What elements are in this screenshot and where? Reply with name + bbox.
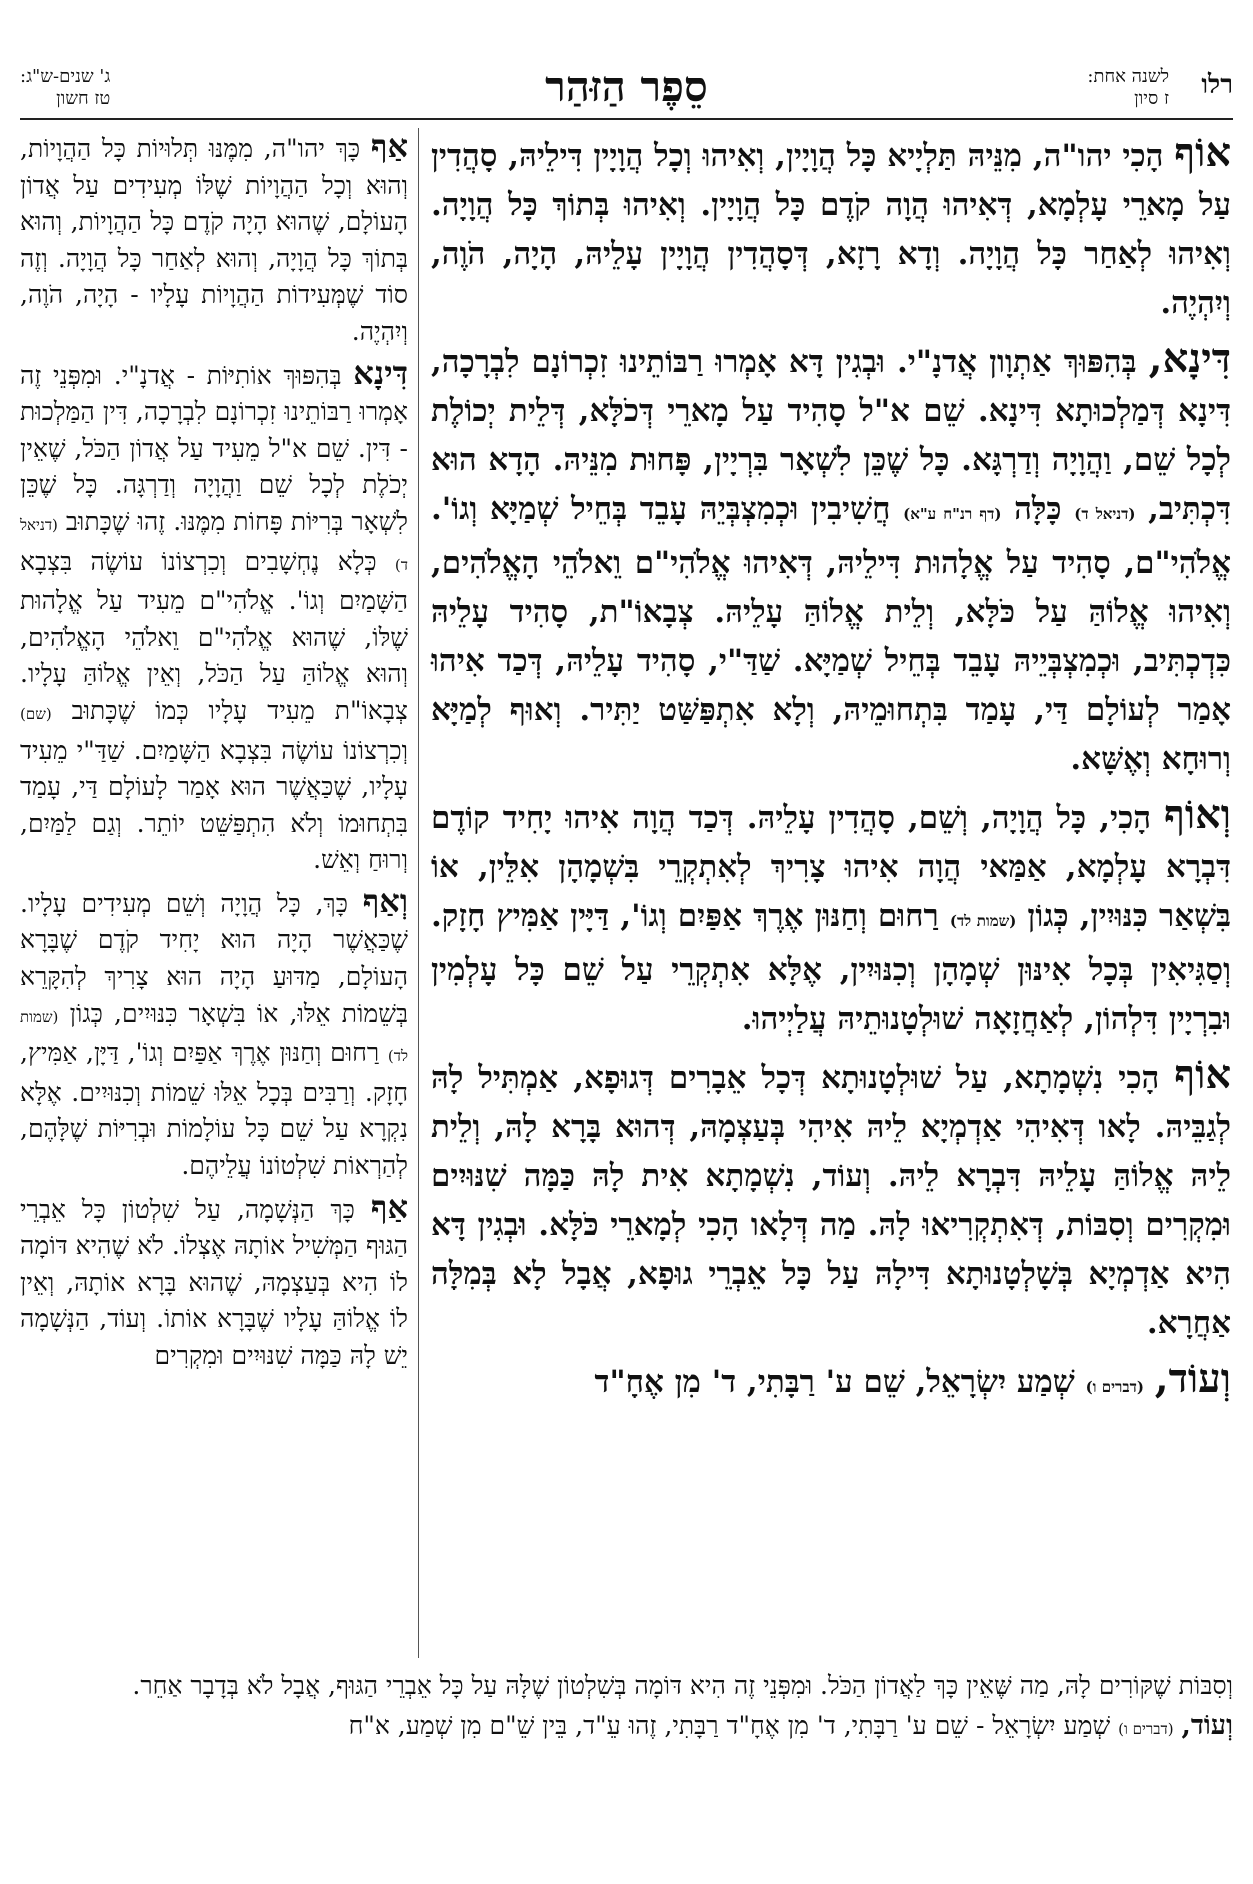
translation-paragraph: [20, 1708, 1233, 1747]
translation-column: [20, 128, 408, 1658]
schedule-label: לשנה אחת:: [1087, 66, 1169, 87]
paragraph-text: שְׁמַע יִשְׂרָאֵל - שֵׁם ע' רַבָּתִי, ד' מִן אֶחָ"ד רַבָּתִי, זֶהוּ עֵ"ד, בֵּין שֵׁ"ם מִן שְׁמַע, א"ח: [348, 1711, 1119, 1740]
schedule-label: ג' שנים-ש"ג:: [20, 66, 111, 87]
paragraph-text: כָּךְ, כָּל הֲוָיָה וְשֵׁם מְעִידִים עָלָיו. שֶׁכַּאֲשֶׁר הָיָה הוּא יָחִיד קֹדֶם שֶׁבָּרָא הָעוֹלָם, מַדּוּעַ הָיָה הוּא צָרִיךְ לְהִקָּרֵא בְּשֵׁמוֹת אֵלּוּ, אוֹ בִּשְׁאָר כִּנּוּיִים, כְּגוֹן: [20, 888, 408, 1028]
page-number: רלו: [1201, 70, 1233, 100]
translation-paragraph: [20, 883, 408, 1185]
schedule-date: טז חשון: [56, 88, 111, 109]
page-reference: (דף רנ"ח ע"א): [903, 505, 1002, 523]
paragraph-text: בְּהִפּוּךְ אַתְוָון אֲדנָ"י. וּבְגִין דָּא אָמְרוּ רַבּוֹתֵינוּ זִכְרוֹנָם לִבְרָכָה, דִּינָא דְּמַלְכוּתָא דִּינָא. שֵׁם א"ל סָהִיד עַל מָארֵי דְּכֹלָּא, דְּלֵית יְכוֹלֶת לְכָל שֵׁם, וַהֲוָיָה וְדַרְגָּא. כָּל שֶׁכֵּן לִשְׁאָר בִּרְיָין, פָּחוּת מִנֵּיהּ. הָדָא הוּא דִּכְתִּיב,: [431, 344, 1231, 527]
translation-paragraph: [20, 355, 408, 879]
paragraph-lead: אוֹף: [1174, 129, 1231, 176]
source-reference: (דברים ו): [1118, 1720, 1174, 1738]
paragraph-text: הָכִי, כָּל הֲוָיָה, וְשֵׁם, סָהֲדִין עָלֵיהּ. דְּכַד הֲוָה אִיהוּ יָחִיד קוֹדֶם דִּבְרָא עָלְמָא, אַמַּאי הֲוָה אִיהוּ צָרִיךְ לְאִתְקְרֵי בִּשְׁמָהָן אִלֵּין, אוֹ בִּשְׁאַר כִּנּוּיִין, כְּגוֹן: [431, 800, 1231, 934]
translation-paragraph: [20, 1668, 1233, 1704]
paragraph-text: הָכִי נִשְׁמָתָא, עַל שׁוּלְטָנוּתָא דְּכָל אֵבָרִים דְּגוּפָא, אַמְתִּיל לָהּ לְגַבֵּיהּ. לָאו דְּאִיהִי אַדְמְיָא לֵיהּ אִיהִי בְּעַצְמָהּ, דְּהוּא בָּרָא לָהּ, וְלֵית לֵיהּ אֱלוֹהַּ עָלֵיהּ דִּבְרָא לֵיהּ. וְעוֹד, נִשְׁמָתָא אִית לָהּ כַּמָּה שִׁנּוּיִים וּמִקְרִים וְסִבּוֹת, דְּאִתְקְרִיאוּ לָהּ. מַה דְּלָאו הָכִי לְמָארֵי כֹּלָּא. וּבְגִין דָּא הִיא אַדְמְיָא בְּשָׁלְטָנוּתָא דִּילָהּ עַל כָּל אֵבְרֵי גוּפָא, אֲבָל לָא בְּמִלָּה אַחֲרָא.: [431, 1060, 1231, 1341]
daily-schedule-three-years: [20, 66, 110, 110]
column-divider: [418, 128, 419, 1658]
source-reference: (שמות לד): [949, 912, 1017, 930]
main-paragraph: [431, 1050, 1231, 1348]
paragraph-lead: דִּינָא,: [1148, 335, 1231, 382]
source-reference: (דניאל ד): [1074, 505, 1136, 523]
header-divider: [20, 118, 1233, 120]
paragraph-text: וְסִבּוֹת שֶׁקּוֹרִים לָהּ, מַה שֶּׁאֵין כָּךְ לַאֲדוֹן הַכֹּל. וּמִפְּנֵי זֶה הִיא דּוֹמָה בְּשִׁלְטוֹן שֶׁלָּהּ עַל כָּל אֵבְרֵי הַגּוּף, אֲבָל לֹא בְּדָבָר אַחֵר.: [132, 1671, 1233, 1700]
book-title: סֵפֶר הַזּהַר: [545, 62, 708, 111]
source-reference: (דברים ו): [1085, 1378, 1144, 1396]
paragraph-text: חֲשִׁיבִין וּכְמִצְבְּיֵהּ עָבֵד בְּחֵיל שְׁמַיָּא וְגוֹ'. אֱלֹהִי"ם, סָהִיד עַל אֱלָהוּת דִּילֵיהּ, דְּאִיהוּ אֱלֹהִי"ם וֵאלֹהֵי הָאֱלֹהִים, וְאִיהוּ אֱלוֹהַּ עַל כֹּלָּא, וְלֵית אֱלוֹהַּ עָלֵיהּ. צְבָאוֹ"ת, סָהִיד עָלֵיהּ כִּדְכְתִּיב, וּכְמִצְבְּיֵיהּ עָבֵד בְּחֵיל שְׁמַיָּא. שַׁדַּ"י, סָהִיד עָלֵיהּ, דְּכַד אִיהוּ אָמַר לְעוֹלָם דַּי, עָמַד בִּתְחוּמֵיהּ, וְלָא אִתְפַּשַּׁט יַתִּיר. וְאוּף לְמַיָּא וְרוּחָא וְאֶשָּׁא.: [431, 491, 1231, 777]
paragraph-text: וְכִרְצוֹנוֹ עוֹשֶׂה בִּצְבָא הַשָּׁמַיִם. שַׁדַּ"י מֵעִיד עָלָיו, שֶׁכַּאֲשֶׁר הוּא אָמַר לָעוֹלָם דַּי, עָמַד בִּתְחוּמוֹ וְלֹא הִתְפַּשֵּׁט יוֹתֵר. וְגַם לַמַּיִם, וְרוּחַ וְאֵשׁ.: [20, 735, 408, 875]
main-paragraph: [431, 128, 1231, 328]
paragraph-lead: וְאוֹף: [1164, 791, 1231, 838]
paragraph-text: כָּךְ הַנְּשָׁמָה, עַל שִׁלְטוֹן כָּל אֵבְרֵי הַגּוּף הַמְּשִׁיל אוֹתָהּ אֶצְלוֹ. לֹא שֶׁהִיא דּוֹמָה לוֹ הִיא בְּעַצְמָהּ, שֶׁהוּא בָּרָא אוֹתָהּ, וְאֵין לוֹ אֱלוֹהַּ עָלָיו שֶׁבָּרָא אוֹתוֹ. וְעוֹד, הַנְּשָׁמָה יֵשׁ לָהּ כַּמָּה שִׁנּוּיִים וּמִקְרִים: [20, 1194, 408, 1370]
paragraph-text: רַחוּם וְחַנּוּן אֶרֶךְ אַפַּיִם וְגוֹ', דַּיָּין אַמִּיץ חָזָק. וְסַגִּיאִין בְּכָל אִינּוּן שְׁמָהָן וְכִנּוּיִין, אֶלָּא אִתְקְרֵי עַל שֵׁם כָּל עָלְמִין וּבִרְיָין דִּלְהוֹן, לְאַחֲזָאָה שׁוּלְטָנוּתֵיהּ עֲלַיְיהוּ.: [431, 898, 1231, 1037]
paragraph-lead: אַף: [370, 127, 408, 165]
paragraph-text: שְׁמַע יִשְׂרָאֵל, שֵׁם ע' רַבָּתִי, ד' מִן אֶחָ"ד: [594, 1364, 1086, 1400]
paragraph-lead: אוֹף: [1174, 1051, 1231, 1098]
translation-continuation: [20, 1668, 1233, 1751]
paragraph-text: כָּךְ יהו"ה, מִמֶּנּוּ תְּלוּיוֹת כָּל הַהֲוָיוֹת, וְהוּא וְכָל הַהֲוָיוֹת שֶׁלּוֹ מְעִידִים עַל אֲדוֹן הָעוֹלָם, שֶׁהוּא הָיָה קֹדֶם כָּל הַהֲוָיוֹת, וְהוּא בְּתוֹךְ כָּל הֲוָיָה, וְהוּא לְאַחַר כָּל הֲוָיָה. וְזֶה סוֹד שֶׁמְּעִידוֹת הַהֲוָיוֹת עָלָיו - הָיָה, הֹוֶה, וְיִהְיֶה.: [20, 134, 408, 346]
source-reference: (דניאל ד): [20, 515, 408, 574]
schedule-date: ז סיון: [1134, 88, 1169, 109]
source-reference: (שם): [20, 704, 52, 723]
paragraph-text: [1144, 1364, 1155, 1400]
paragraph-lead: אַף: [370, 1187, 408, 1226]
paragraph-text: [1174, 1711, 1182, 1740]
paragraph-lead: וְעוֹד,: [1154, 1355, 1231, 1402]
paragraph-text: כְּלָא נֶחְשָׁבִים וְכִרְצוֹנוֹ עוֹשֶׂה בִּצְבָא הַשָּׁמַיִם וְגוֹ'. אֱלֹהִי"ם מֵעִיד עַל אֱלָהוּת שֶׁלּוֹ, שֶׁהוּא אֱלֹהִי"ם וֵאלֹהֵי הָאֱלֹהִים, וְהוּא אֱלוֹהַּ עַל הַכֹּל, וְאֵין אֱלוֹהַּ עָלָיו. צְבָאוֹ"ת מֵעִיד עָלָיו כְּמוֹ שֶׁכָּתוּב: [20, 546, 408, 725]
paragraph-text: הָכִי יהו"ה, מִנֵּיהּ תַּלְיָיא כָּל הֲוָיָין, וְאִיהוּ וְכָל הֲוָיָין דִּילֵיהּ, סָהֲדִין עַל מָארֵי עָלְמָא, דְּאִיהוּ הֲוָה קֹדֶם כָּל הֲוָיָין. וְאִיהוּ בְּתוֹךְ כָּל הֲוָיָה. וְאִיהוּ לְאַחַר כָּל הֲוָיָה. וְדָא רָזָא, דְּסָהֲדִין הֲוָיָין עָלֵיהּ, הָיָה, הֹוֶה, וְיִהְיֶה.: [431, 138, 1231, 321]
main-paragraph: [431, 790, 1231, 1044]
page-header: [20, 60, 1233, 118]
main-text-column: [431, 128, 1231, 1658]
paragraph-lead: דִּינָא: [353, 353, 408, 392]
main-paragraph: [431, 334, 1231, 784]
paragraph-text: כָּלָּה: [1001, 491, 1075, 527]
paragraph-lead: וְאַף: [362, 881, 408, 920]
translation-paragraph: [20, 1189, 408, 1375]
source-reference: (שמות לד): [20, 1007, 408, 1066]
main-paragraph: [431, 1354, 1231, 1412]
translation-paragraph: [20, 128, 408, 351]
paragraph-text: בְּהִפּוּךְ אוֹתִיּוֹת - אֲדנָ"י. וּמִפְּנֵי זֶה אָמְרוּ רַבּוֹתֵינוּ זִכְרוֹנָם לִבְרָכָה, דִּין הַמַּלְכוּת - דִּין. שֵׁם א"ל מֵעִיד עַל אֲדוֹן הַכֹּל, שֶׁאֵין יְכֹלֶת לְכָל שֵׁם וַהֲוָיָה וְדַרְגָּה. כָּל שֶׁכֵּן לִשְׁאָר בְּרִיּוֹת פָּחוֹת מִמֶּנּוּ. זֶהוּ שֶׁכָּתוּב: [20, 360, 408, 536]
paragraph-text: רַחוּם וְחַנּוּן אֶרֶךְ אַפַּיִם וְגוֹ', דַּיָּן, אַמִּיץ, חָזָק. וְרַבִּים בְּכָל אֵלּוּ שֵׁמוֹת וְכִנּוּיִים. אֶלָּא נִקְרָא עַל שֵׁם כָּל עוֹלָמוֹת וּבְרִיּוֹת שֶׁלָּהֶם, לְהַרְאוֹת שִׁלְטוֹנוֹ עֲלֵיהֶם.: [20, 1038, 408, 1181]
paragraph-lead: וְעוֹד,: [1181, 1710, 1233, 1741]
